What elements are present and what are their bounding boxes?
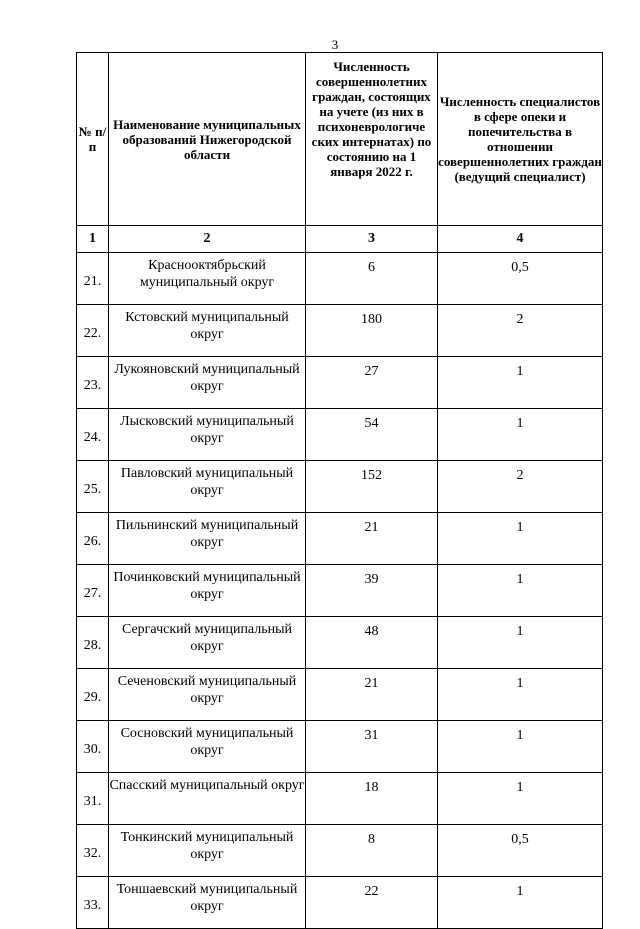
row-number: 22. — [77, 305, 109, 357]
row-number: 25. — [77, 461, 109, 513]
column-number: 4 — [438, 226, 603, 253]
table-row — [77, 513, 603, 565]
row-number: 23. — [77, 357, 109, 409]
district-name: Сеченовский муниципальный округ — [109, 669, 306, 721]
table-row — [77, 825, 603, 877]
table-row — [77, 773, 603, 825]
row-number: 24. — [77, 409, 109, 461]
row-number: 30. — [77, 721, 109, 773]
table-row — [77, 669, 603, 721]
district-name: Лукояновский муниципальный округ — [109, 357, 306, 409]
table-row — [77, 877, 603, 929]
column-number-row — [77, 226, 603, 253]
table-row — [77, 409, 603, 461]
adult-count: 48 — [306, 617, 438, 669]
specialist-count: 1 — [438, 877, 603, 929]
district-name: Починковский муниципальный округ — [109, 565, 306, 617]
district-name: Кстовский муниципальный округ — [109, 305, 306, 357]
district-name: Сосновский муниципальный округ — [109, 721, 306, 773]
adult-count: 6 — [306, 253, 438, 305]
row-number: 31. — [77, 773, 109, 825]
row-number: 27. — [77, 565, 109, 617]
adult-count: 54 — [306, 409, 438, 461]
row-number: 29. — [77, 669, 109, 721]
row-number: 33. — [77, 877, 109, 929]
specialist-count: 1 — [438, 513, 603, 565]
specialist-count: 1 — [438, 669, 603, 721]
header-district-name: Наименование муниципальных образований Нижегородской области — [109, 53, 306, 226]
adult-count: 22 — [306, 877, 438, 929]
adult-count: 152 — [306, 461, 438, 513]
adult-count: 180 — [306, 305, 438, 357]
district-name: Тоншаевский муниципальный округ — [109, 877, 306, 929]
district-name: Сергачский муниципальный округ — [109, 617, 306, 669]
row-number: 32. — [77, 825, 109, 877]
adult-count: 21 — [306, 513, 438, 565]
column-number: 1 — [77, 226, 109, 253]
district-name: Тонкинский муниципальный округ — [109, 825, 306, 877]
specialist-count: 1 — [438, 409, 603, 461]
district-name: Лысковский муниципальный округ — [109, 409, 306, 461]
adult-count: 18 — [306, 773, 438, 825]
specialist-count: 1 — [438, 357, 603, 409]
district-name: Краснооктябрьский муниципальный округ — [109, 253, 306, 305]
header-adult-count: Численность совершеннолетних граждан, состоящих на учете (из них в психоневрологиче ских интернатах) по состоянию на 1 января 2022 г. — [306, 53, 438, 226]
adult-count: 8 — [306, 825, 438, 877]
adult-count: 21 — [306, 669, 438, 721]
table-row — [77, 305, 603, 357]
row-number: 28. — [77, 617, 109, 669]
districts-table — [76, 52, 603, 929]
adult-count: 31 — [306, 721, 438, 773]
adult-count: 27 — [306, 357, 438, 409]
header-number: № п/п — [77, 53, 109, 226]
district-name: Спасский муниципальный округ — [109, 773, 306, 825]
table-header-row — [77, 53, 603, 226]
adult-count: 39 — [306, 565, 438, 617]
specialist-count: 2 — [438, 461, 603, 513]
row-number: 21. — [77, 253, 109, 305]
specialist-count: 2 — [438, 305, 603, 357]
specialist-count: 1 — [438, 617, 603, 669]
table-row — [77, 565, 603, 617]
district-name: Пильнинский муниципальный округ — [109, 513, 306, 565]
row-number: 26. — [77, 513, 109, 565]
column-number: 2 — [109, 226, 306, 253]
specialist-count: 0,5 — [438, 825, 603, 877]
table-row — [77, 461, 603, 513]
specialist-count: 1 — [438, 773, 603, 825]
table-row — [77, 253, 603, 305]
page-number: 3 — [331, 37, 339, 52]
specialist-count: 1 — [438, 565, 603, 617]
specialist-count: 0,5 — [438, 253, 603, 305]
table-row — [77, 721, 603, 773]
specialist-count: 1 — [438, 721, 603, 773]
table-row — [77, 617, 603, 669]
header-specialists: Численность специалистов в сфере опеки и попечительства в отношении совершеннолетних граждан (ведущий специалист) — [438, 53, 603, 226]
table-row — [77, 357, 603, 409]
column-number: 3 — [306, 226, 438, 253]
district-name: Павловский муниципальный округ — [109, 461, 306, 513]
